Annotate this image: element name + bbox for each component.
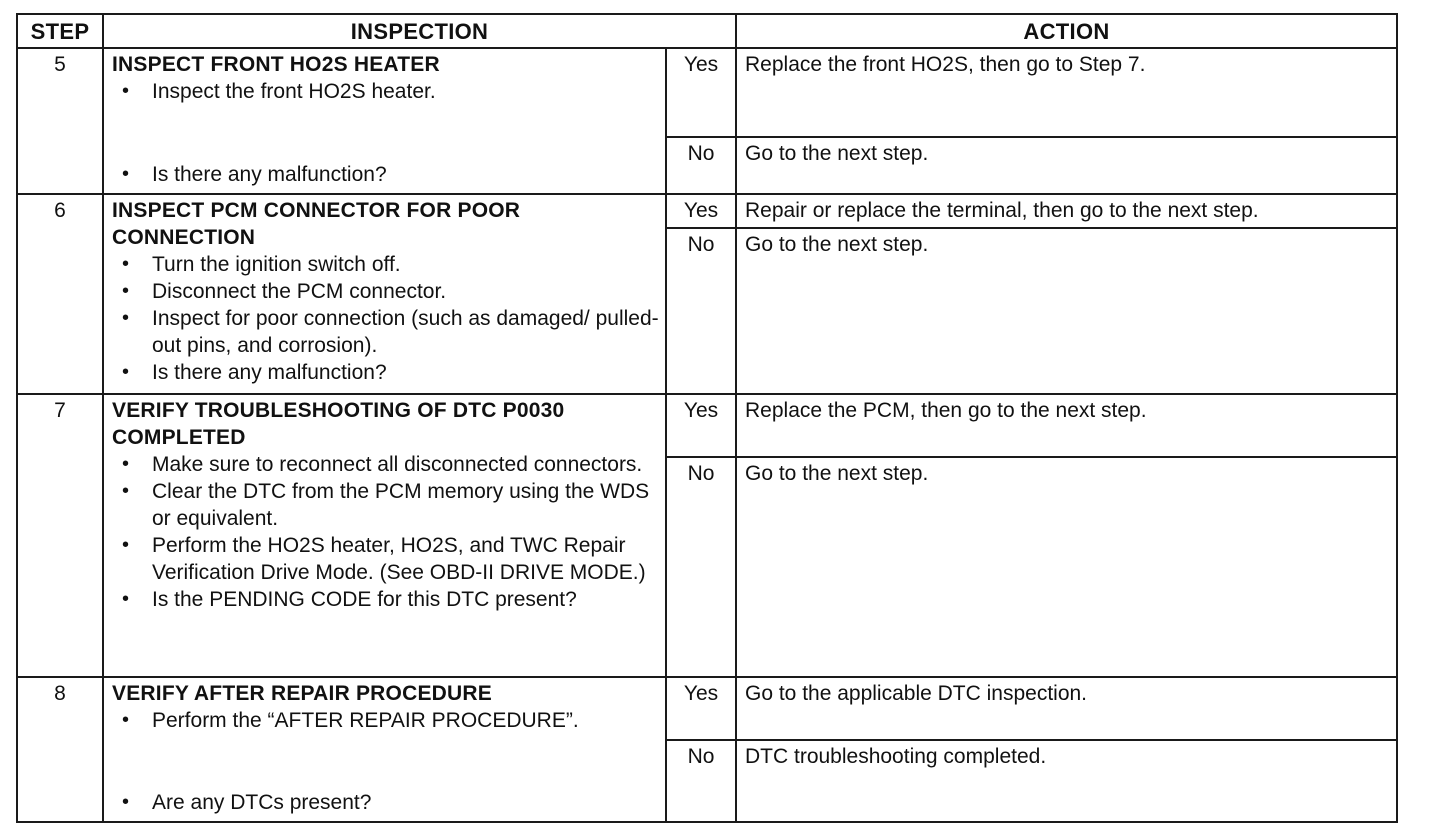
question-item: • Is there any malfunction?	[112, 161, 659, 188]
no-action: Go to the next step.	[736, 137, 1397, 194]
yes-action: Replace the front HO2S, then go to Step 7.	[736, 48, 1397, 137]
no-action: Go to the next step.	[736, 228, 1397, 395]
inspection-cell	[103, 194, 666, 395]
inspection-question	[112, 789, 659, 816]
step-number: 7	[17, 394, 103, 677]
inspection-title: INSPECT FRONT HO2S HEATER	[112, 53, 440, 76]
bullet-item: • Make sure to reconnect all disconnected connectors.	[112, 451, 659, 478]
step-number: 6	[17, 194, 103, 395]
inspection-title: VERIFY TROUBLESHOOTING OF DTC P0030 COMPLETED	[112, 399, 565, 450]
yes-label: Yes	[666, 677, 736, 739]
bullet-item: • Disconnect the PCM connector.	[112, 278, 659, 305]
inspection-bullets	[112, 251, 659, 386]
inspection-cell	[103, 394, 666, 677]
no-label: No	[666, 740, 736, 822]
yes-label: Yes	[666, 194, 736, 228]
bullet-item: • Clear the DTC from the PCM memory using the WDS or equivalent.	[112, 478, 659, 532]
bullet-item: • Perform the HO2S heater, HO2S, and TWC Repair Verification Drive Mode. (See OBD-II DRIVE MODE.)	[112, 532, 659, 586]
question-item: • Are any DTCs present?	[112, 789, 659, 816]
inspection-bullets	[112, 78, 659, 105]
bullet-item: • Inspect the front HO2S heater.	[112, 78, 659, 105]
yes-label: Yes	[666, 394, 736, 456]
bullet-item: • Turn the ignition switch off.	[112, 251, 659, 278]
table-row-step-6-yes	[17, 194, 1397, 228]
yes-action: Repair or replace the terminal, then go to the next step.	[736, 194, 1397, 228]
question-item: • Is there any malfunction?	[112, 359, 659, 386]
no-label: No	[666, 228, 736, 395]
inspection-title: VERIFY AFTER REPAIR PROCEDURE	[112, 682, 492, 706]
table-row-step-5-yes	[17, 48, 1397, 137]
step-number: 5	[17, 48, 103, 194]
table-row-step-7-yes	[17, 394, 1397, 456]
no-label: No	[666, 457, 736, 678]
no-action: Go to the next step.	[736, 457, 1397, 678]
header-action: ACTION	[736, 14, 1397, 48]
no-label: No	[666, 137, 736, 194]
step-number: 8	[17, 677, 103, 822]
yes-action: Go to the applicable DTC inspection.	[736, 677, 1397, 739]
header-step: STEP	[17, 14, 103, 48]
inspection-title: INSPECT PCM CONNECTOR FOR POOR CONNECTION	[112, 198, 521, 249]
bullet-item: • Perform the “AFTER REPAIR PROCEDURE”.	[112, 707, 659, 734]
table-row-step-8-yes	[17, 677, 1397, 739]
inspection-question	[112, 161, 659, 188]
question-item: • Is the PENDING CODE for this DTC present?	[112, 586, 659, 613]
inspection-cell	[103, 677, 666, 822]
header-inspection: INSPECTION	[103, 14, 736, 48]
inspection-bullets	[112, 707, 659, 734]
bullet-item: • Inspect for poor connection (such as damaged/ pulled-out pins, and corrosion).	[112, 305, 659, 359]
diagnostic-table	[16, 13, 1398, 823]
header-row	[17, 14, 1397, 48]
yes-action: Replace the PCM, then go to the next step.	[736, 394, 1397, 456]
inspection-cell	[103, 48, 666, 194]
no-action: DTC troubleshooting completed.	[736, 740, 1397, 822]
inspection-bullets	[112, 451, 659, 613]
yes-label: Yes	[666, 48, 736, 137]
